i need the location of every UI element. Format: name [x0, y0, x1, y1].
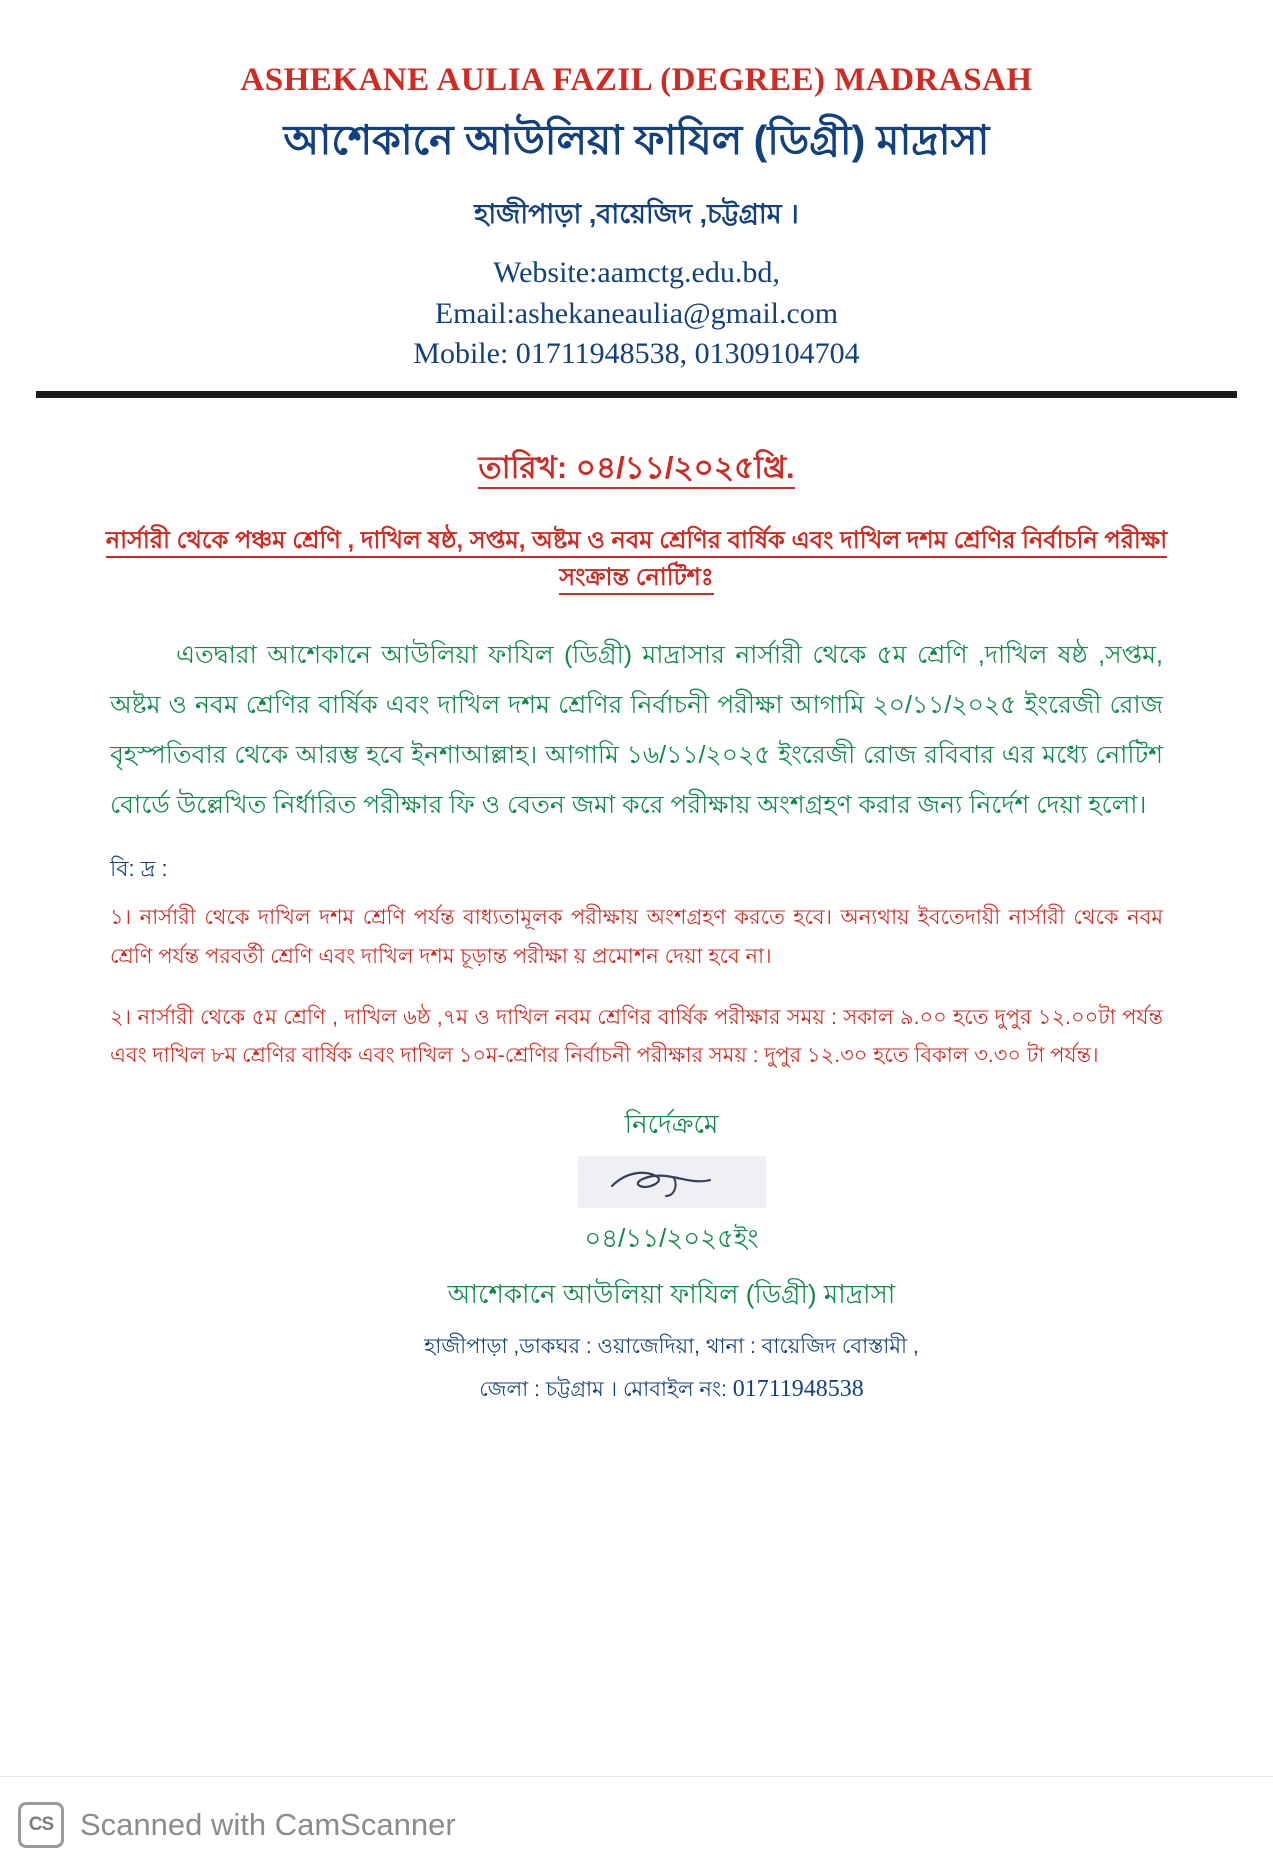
signature-mobile-number: 01711948538: [732, 1376, 864, 1403]
by-order-label: নির্দেক্রমে: [624, 1109, 719, 1140]
camscanner-text: Scanned with CamScanner: [80, 1806, 456, 1842]
notes-heading: বি: দ্র :: [110, 855, 168, 881]
camscanner-logo-icon: CS: [18, 1802, 64, 1848]
note-item-1: ১। নার্সারী থেকে দাখিল দশম শ্রেণি পর্যন্ত বাধ্যতামূলক পরীক্ষায় অংশগ্রহণ করতে হবে। অন্যথায় ইবতেদায়ী নার্সারী থেকে নবম শ্রেণি পর্যন্ত পরবর্তী শ্রেণি এবং দাখিল দশম চূড়ান্ত পরীক্ষা য় প্রমোশন দেয়া হবে না।: [110, 905, 1163, 968]
institution-mobile: Mobile: 01711948538, 01309104704: [413, 337, 860, 370]
note-item-2: ২। নার্সারী থেকে ৫ম শ্রেণি , দাখিল ৬ষ্ঠ ,৭ম ও দাখিল নবম শ্রেণির বার্ষিক পরীক্ষার সময় : সকাল ৯.০০ হতে দুপুর ১২.০০টা পর্যন্ত এবং দাখিল ৮ম শ্রেণির বার্ষিক এবং দাখিল ১০ম-শ্রেণির নির্বাচনী পরীক্ষার সময় : দুপুর ১২.৩০ হতে বিকাল ৩.৩০ টা পর্যন্ত।: [110, 1005, 1163, 1068]
camscanner-watermark: [0, 1776, 1273, 1872]
signature-date: ০৪/১১/২০২৫ইং: [584, 1223, 759, 1254]
signature-block: [0, 1104, 1273, 1408]
notice-subject-text: নার্সারী থেকে পঞ্চম শ্রেণি , দাখিল ষষ্ঠ, সপ্তম, অষ্টম ও নবম শ্রেণির বার্ষিক এবং দাখিল দশম শ্রেণির নির্বাচনি পরীক্ষা সংক্রান্ত নোটিশঃ: [106, 527, 1167, 595]
signature-address-line-1: হাজীপাড়া ,ডাকঘর : ওয়াজেদিয়া, থানা : বায়েজিদ বোস্তামী ,: [424, 1335, 919, 1359]
signature-image: [578, 1156, 766, 1208]
header-divider: [36, 391, 1237, 398]
signature-organization: আশেকানে আউলিয়া ফাযিল (ডিগ্রী) মাদ্রাসা: [447, 1279, 896, 1310]
notice-date-text: তারিখ: ০৪/১১/২০২৫খ্রি.: [478, 450, 794, 489]
signature-address-line-2: [70, 1373, 1273, 1408]
notice-body: এতদ্বারা আশেকানে আউলিয়া ফাযিল (ডিগ্রী) মাদ্রাসার নার্সারী থেকে ৫ম শ্রেণি ,দাখিল ষষ্ঠ ,সপ্তম, অষ্টম ও নবম শ্রেণির বার্ষিক এবং দাখিল দশম শ্রেণির নির্বাচনী পরীক্ষা আগামি ২০/১১/২০২৫ ইংরেজী রোজ বৃহস্পতিবার থেকে আরম্ভ হবে ইনশাআল্লাহ। আগামি ১৬/১১/২০২৫ ইংরেজী রোজ রবিবার এর মধ্যে নোটিশ বোর্ডে উল্লেখিত নির্ধারিত পরীক্ষার ফি ও বেতন জমা করে পরীক্ষায় অংশগ্রহণ করার জন্য নির্দেশ দেয়া হলো।: [110, 640, 1163, 819]
institution-website: Website:aamctg.edu.bd,: [493, 256, 780, 289]
notice-subject: [70, 522, 1203, 596]
institution-email: Email:ashekaneaulia@gmail.com: [434, 296, 839, 330]
handwritten-signature-icon: [578, 1156, 766, 1208]
institution-name-english: ASHEKANE AULIA FAZIL (DEGREE) MADRASAH: [240, 62, 1033, 98]
institution-address: হাজীপাড়া ,বায়েজিদ ,চট্টগ্রাম ।: [474, 199, 799, 229]
notice-date: [0, 444, 1273, 496]
letterhead: [0, 0, 1273, 398]
signature-district-label: জেলা : চট্টগ্রাম । মোবাইল নং:: [479, 1378, 727, 1402]
institution-name-bangla: আশেকানে আউলিয়া ফাযিল (ডিগ্রী) মাদ্রাসা: [283, 117, 990, 163]
